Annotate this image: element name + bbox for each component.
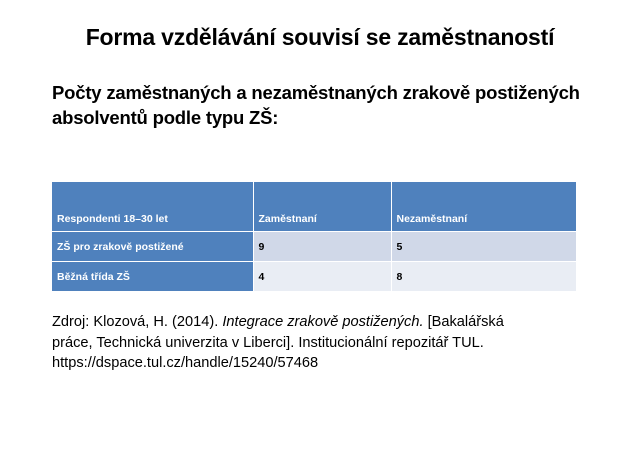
header-unemployed: Nezaměstnaní (391, 182, 576, 232)
source-citation (52, 312, 592, 374)
unemployed-value: 5 (391, 232, 576, 262)
header-respondents: Respondenti 18–30 let (52, 182, 253, 232)
slide-subtitle (52, 80, 612, 130)
row-label: Běžná třída ZŠ (52, 262, 253, 292)
slide-title: Forma vzdělávání souvisí se zaměstnaností (85, 24, 555, 50)
table-row (52, 262, 576, 292)
employed-value: 4 (253, 262, 391, 292)
source-line1-suffix: [Bakalářská (423, 314, 504, 330)
table-row (52, 232, 576, 262)
subtitle-line-2: absolventů podle typu ZŠ: (52, 107, 279, 128)
header-employed: Zaměstnaní (253, 182, 391, 232)
row-label: ZŠ pro zrakově postižené (52, 232, 253, 262)
source-work-title: Integrace zrakově postižených. (222, 314, 424, 330)
employment-table (52, 182, 576, 291)
source-url: https://dspace.tul.cz/handle/15240/57468 (52, 355, 319, 371)
source-prefix: Zdroj: Klozová, H. (2014). (52, 314, 223, 330)
unemployed-value: 8 (391, 262, 576, 292)
source-line2: práce, Technická univerzita v Liberci]. Institucionální repozitář TUL. (52, 334, 484, 351)
subtitle-line-1: Počty zaměstnaných a nezaměstnaných zrakově postižených (52, 82, 580, 103)
employed-value: 9 (253, 232, 391, 262)
table-header-row (52, 182, 576, 232)
